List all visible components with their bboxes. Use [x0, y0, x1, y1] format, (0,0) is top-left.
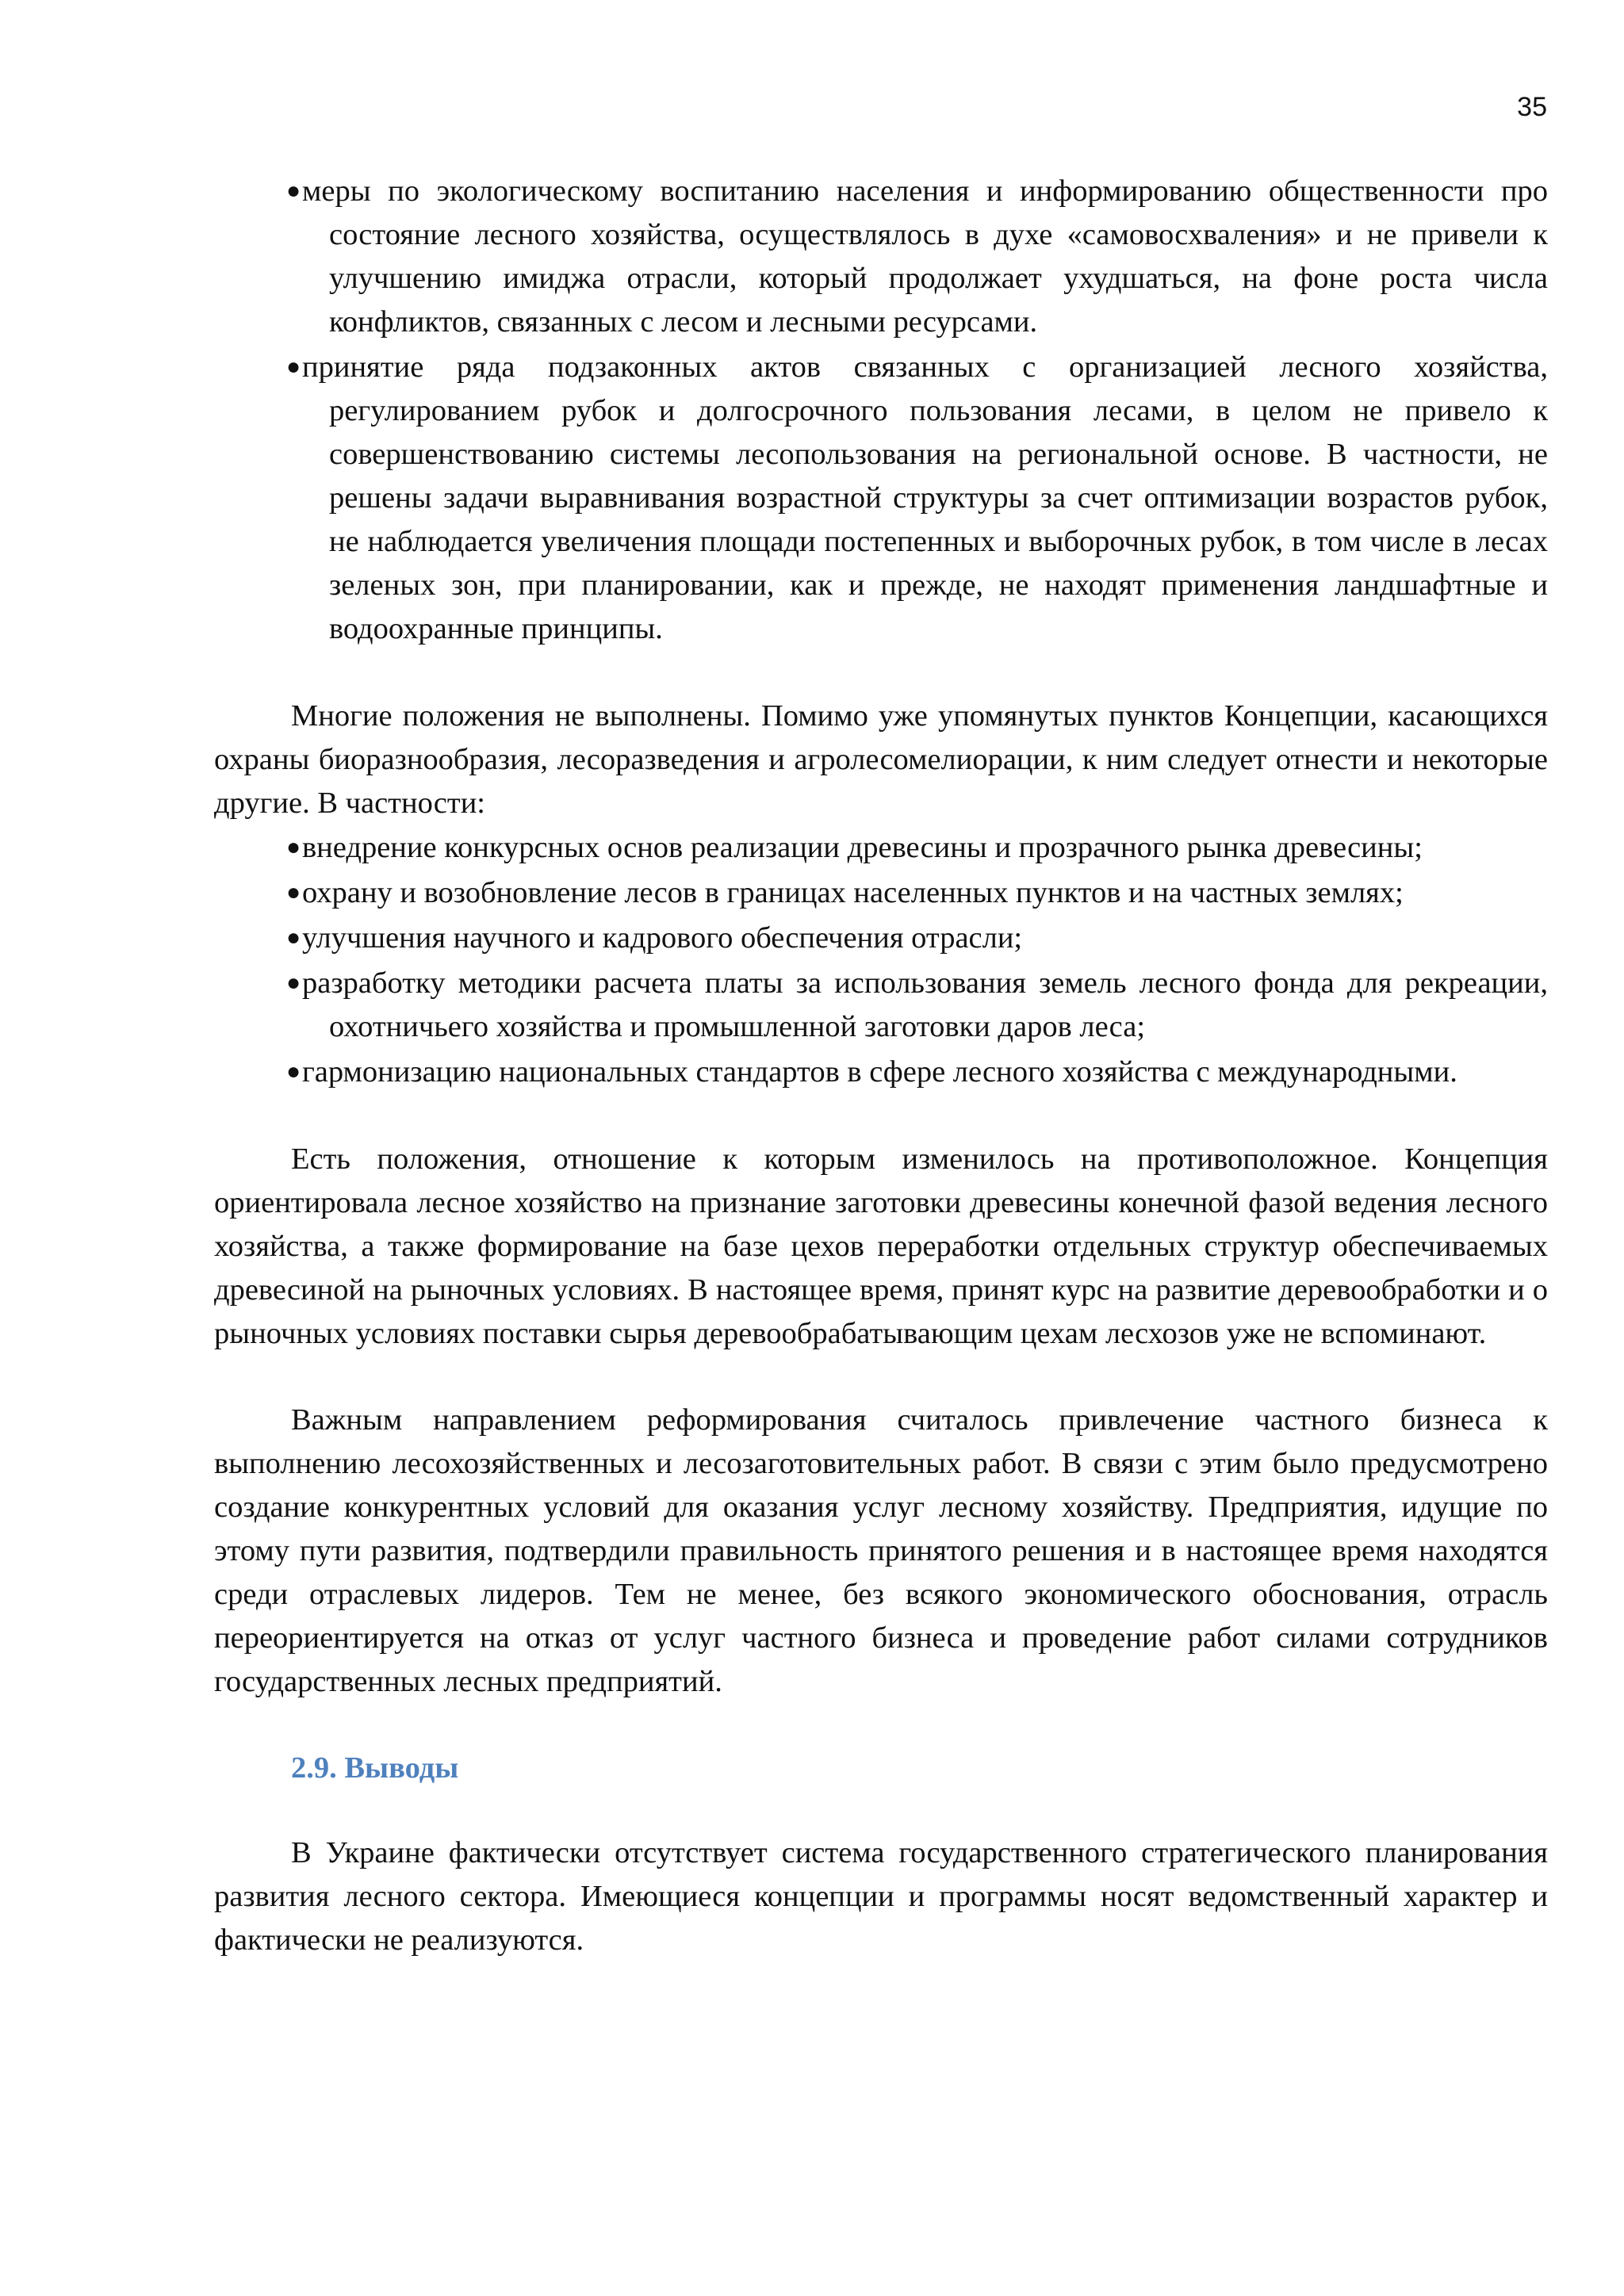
list-item-text: принятие ряда подзаконных актов связанных с организацией лесного хозяйства, регулированием рубок и долгосрочного пользования лесами, в целом не привело к совершенствованию системы лесопользования на региональной основе. В частности, не решены задачи выравнивания возрастной структуры за счет оптимизации возрастов рубок, не наблюдается увеличения площади постепенных и выборочных рубок, в том числе в лесах зеленых зон, при планировании, как и прежде, не находят применения ландшафтные и водоохранные принципы.	[302, 350, 1548, 645]
bullet-icon: ●	[286, 178, 301, 204]
list-item-text: гармонизацию национальных стандартов в сфере лесного хозяйства с международными.	[302, 1055, 1457, 1089]
paragraph-conclusions: В Украине фактически отсутствует система государственного стратегического планирования развития лесного сектора. Имеющиеся концепции и программы носят ведомственный характер и фактически не реализуются.	[214, 1836, 1548, 1957]
list-item-text: меры по экологическому воспитанию населения и информированию общественности про состояние лесного хозяйства, осуществлялось в духе «самовосхваления» и не привели к улучшению имиджа отрасли, который продолжает ухудшаться, на фоне роста числа конфликтов, связанных с лесом и лесными ресурсами.	[302, 174, 1548, 339]
bullet-icon: ●	[286, 354, 301, 380]
page-number: 35	[1517, 92, 1547, 122]
paragraph-unfulfilled: Многие положения не выполнены. Помимо уже упомянутых пунктов Концепции, касающихся охраны биоразнообразия, лесоразведения и агролесомелиорации, к ним следует отнести и некоторые другие. В частности:	[214, 699, 1548, 820]
list-item-text: внедрение конкурсных основ реализации древесины и прозрачного рынка древесины;	[302, 831, 1423, 864]
list-item	[214, 961, 1548, 1049]
list-item	[214, 345, 1548, 651]
bullet-icon: ●	[286, 970, 301, 996]
list-item	[214, 1050, 1548, 1094]
paragraph-reversed-provisions: Есть положения, отношение к которым изменилось на противоположное. Концепция ориентировала лесное хозяйство на признание заготовки древесины конечной фазой ведения лесного хозяйства, а также формирование на базе цехов переработки отдельных структур обеспечиваемых древесиной на рыночных условиях. В настоящее время, принят курс на развитие деревообработки и о рыночных условиях поставки сырья деревообрабатывающим цехам лесхозов уже не вспоминают.	[214, 1142, 1548, 1350]
list-item	[214, 169, 1548, 344]
bullet-list-shortcomings	[214, 169, 1548, 651]
bullet-icon: ●	[286, 924, 301, 951]
list-item	[214, 916, 1548, 960]
section-heading: 2.9. Выводы	[291, 1751, 459, 1785]
document-body	[214, 169, 1548, 1962]
list-item-text: охрану и возобновление лесов в границах населенных пунктов и на частных землях;	[302, 876, 1404, 909]
bullet-list-provisions	[214, 825, 1548, 1094]
bullet-icon: ●	[286, 834, 301, 860]
list-item-text: улучшения научного и кадрового обеспечения отрасли;	[302, 921, 1023, 955]
bullet-icon: ●	[286, 1058, 301, 1085]
list-item-text: разработку методики расчета платы за использования земель лесного фонда для рекреации, охотничьего хозяйства и промышленной заготовки даров леса;	[302, 966, 1548, 1043]
bullet-icon: ●	[286, 879, 301, 905]
paragraph-private-business: Важным направлением реформирования считалось привлечение частного бизнеса к выполнению лесохозяйственных и лесозаготовительных работ. В связи с этим было предусмотрено создание конкурентных условий для оказания услуг лесному хозяйству. Предприятия, идущие по этому пути развития, подтвердили правильность принятого решения и в настоящее время находятся среди отраслевых лидеров. Тем не менее, без всякого экономического обоснования, отрасль переориентируется на отказ от услуг частного бизнеса и проведение работ силами сотрудников государственных лесных предприятий.	[214, 1403, 1548, 1698]
list-item	[214, 871, 1548, 915]
list-item	[214, 825, 1548, 870]
